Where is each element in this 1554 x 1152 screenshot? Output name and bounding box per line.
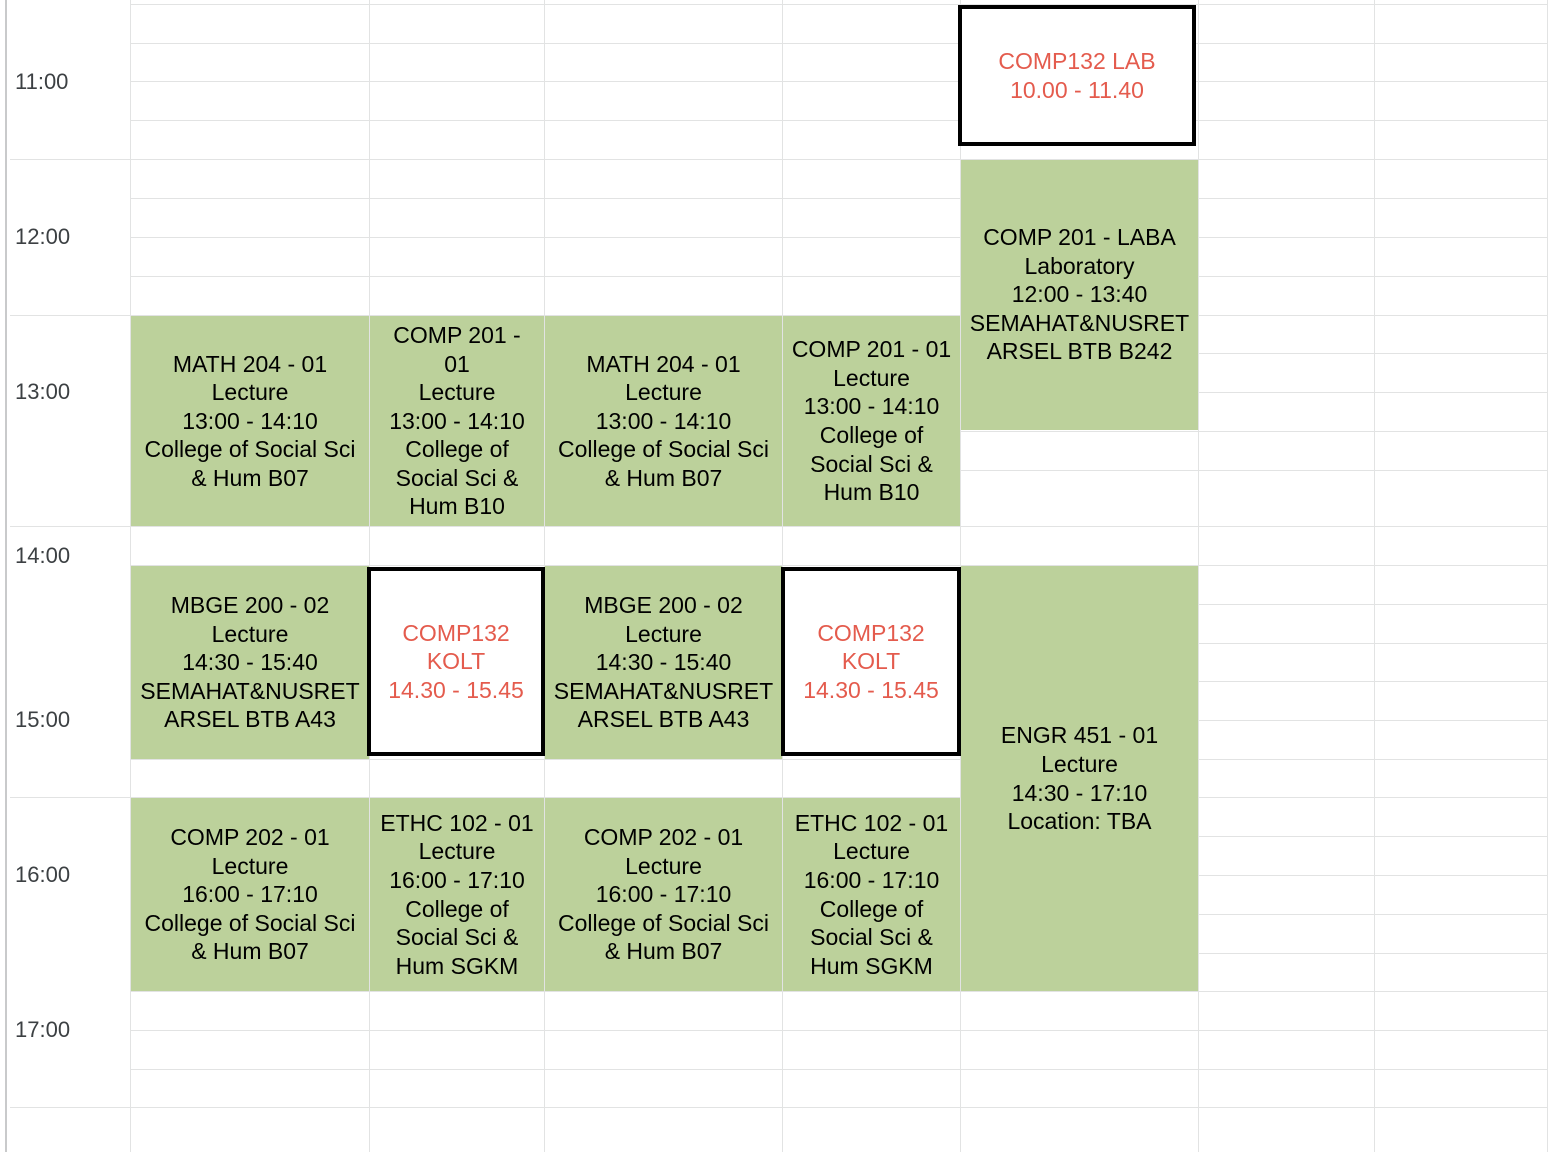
event-line: Lecture bbox=[418, 838, 496, 865]
event-line: Lecture bbox=[833, 838, 910, 865]
event-line: Lecture bbox=[418, 379, 496, 406]
time-label-16: 16:00 bbox=[15, 862, 71, 887]
event-line: Hum B10 bbox=[823, 479, 920, 506]
event-engr451-friday[interactable] bbox=[961, 566, 1198, 991]
event-line: ARSEL BTB B242 bbox=[986, 338, 1173, 365]
note-comp132-kolt-thursday[interactable] bbox=[781, 567, 961, 756]
event-text bbox=[783, 809, 960, 981]
gridline-quarter bbox=[130, 81, 1548, 82]
event-line: 16:00 - 17:10 bbox=[389, 866, 525, 893]
event-ethc102-tuesday[interactable] bbox=[370, 798, 544, 991]
event-ethc102-thursday[interactable] bbox=[783, 798, 960, 991]
time-label-17: 17:00 bbox=[15, 1017, 71, 1042]
event-line: College of Social Sci bbox=[558, 436, 769, 463]
grid-left-edge bbox=[5, 0, 7, 1152]
event-line: 13:00 - 14:10 bbox=[595, 407, 732, 434]
note-text bbox=[371, 619, 541, 705]
event-line: & Hum B07 bbox=[604, 464, 723, 491]
event-text bbox=[370, 809, 544, 981]
note-line: 10.00 - 11.40 bbox=[1010, 76, 1144, 103]
event-text bbox=[545, 350, 782, 493]
note-line: COMP132 LAB bbox=[998, 47, 1156, 74]
event-line: College of bbox=[819, 895, 924, 922]
event-line: & Hum B07 bbox=[191, 464, 309, 491]
gridline-quarter bbox=[130, 198, 1548, 199]
event-comp201-thursday[interactable] bbox=[783, 316, 960, 526]
event-text bbox=[961, 721, 1198, 835]
gridline-quarter bbox=[130, 991, 1548, 992]
gridline-hour bbox=[10, 526, 1548, 527]
event-line: Lecture bbox=[833, 364, 910, 391]
note-text bbox=[962, 47, 1192, 104]
gridline-quarter bbox=[130, 759, 1548, 760]
note-comp132-kolt-tuesday[interactable] bbox=[367, 567, 545, 756]
time-label-13: 13:00 bbox=[15, 379, 71, 404]
event-line: 12:00 - 13:40 bbox=[1011, 281, 1148, 308]
event-line: ARSEL BTB A43 bbox=[577, 706, 750, 733]
event-line: MBGE 200 - 02 bbox=[584, 592, 743, 619]
event-line: ENGR 451 - 01 bbox=[1000, 722, 1159, 749]
event-line: College of bbox=[405, 436, 509, 463]
event-line: Laboratory bbox=[1024, 252, 1135, 279]
event-line: College of Social Sci bbox=[144, 909, 356, 936]
event-line: 14:30 - 15:40 bbox=[182, 649, 318, 676]
event-line: SEMAHAT&NUSRET bbox=[140, 677, 360, 704]
event-line: Hum SGKM bbox=[395, 952, 519, 979]
gridline-quarter bbox=[130, 1030, 1548, 1031]
event-line: Social Sci & bbox=[395, 464, 519, 491]
event-text bbox=[131, 823, 369, 966]
event-line: 13:00 - 14:10 bbox=[182, 407, 318, 434]
time-label-14: 14:00 bbox=[15, 543, 71, 568]
gridline-quarter bbox=[130, 276, 1548, 277]
event-line: Lecture bbox=[211, 379, 289, 406]
event-line: ETHC 102 - 01 bbox=[794, 809, 949, 836]
event-line: MATH 204 - 01 bbox=[172, 350, 328, 377]
event-comp201-laba[interactable] bbox=[961, 160, 1198, 430]
event-line: 13:00 - 14:10 bbox=[389, 407, 525, 434]
time-label-11: 11:00 bbox=[15, 69, 69, 94]
event-line: MATH 204 - 01 bbox=[586, 350, 741, 377]
event-line: Lecture bbox=[1041, 750, 1118, 777]
event-line: 13:00 - 14:10 bbox=[803, 393, 940, 420]
event-line: Lecture bbox=[625, 852, 702, 879]
event-text bbox=[131, 591, 369, 734]
event-line: SEMAHAT&NUSRET bbox=[553, 677, 774, 704]
event-line: COMP 202 - 01 bbox=[583, 824, 744, 851]
gridline-hour bbox=[10, 159, 1548, 160]
event-line: Hum B10 bbox=[409, 493, 505, 520]
note-comp132-lab[interactable] bbox=[958, 5, 1196, 146]
event-line: ETHC 102 - 01 bbox=[380, 809, 534, 836]
note-line: 14.30 - 15.45 bbox=[388, 676, 524, 703]
event-line: College of Social Sci bbox=[558, 909, 769, 936]
event-text bbox=[545, 591, 782, 734]
event-line: COMP 201 - bbox=[393, 321, 521, 348]
event-line: 14:30 - 17:10 bbox=[1011, 779, 1148, 806]
event-line: SEMAHAT&NUSRET bbox=[969, 309, 1190, 336]
event-line: College of bbox=[405, 895, 509, 922]
event-line: 16:00 - 17:10 bbox=[595, 881, 732, 908]
gridline-vertical bbox=[1198, 0, 1199, 1152]
event-line: ARSEL BTB A43 bbox=[164, 706, 336, 733]
event-line: & Hum B07 bbox=[604, 938, 723, 965]
event-line: Social Sci & bbox=[810, 924, 933, 951]
event-line: 14:30 - 15:40 bbox=[595, 649, 732, 676]
event-line: College of Social Sci bbox=[144, 436, 356, 463]
event-comp202-monday[interactable] bbox=[131, 798, 369, 991]
time-label-12: 12:00 bbox=[15, 224, 71, 249]
gridline-quarter bbox=[130, 43, 1548, 44]
event-line: Hum SGKM bbox=[810, 952, 933, 979]
event-line: Location: TBA bbox=[1007, 808, 1152, 835]
event-line: COMP 202 - 01 bbox=[170, 824, 330, 851]
event-line: Lecture bbox=[625, 620, 702, 647]
event-text bbox=[370, 321, 544, 521]
note-line: KOLT bbox=[426, 648, 486, 675]
event-text bbox=[545, 823, 782, 966]
event-mbge200-monday[interactable] bbox=[131, 566, 369, 759]
event-text bbox=[131, 350, 369, 493]
note-text bbox=[785, 619, 957, 705]
event-line: Social Sci & bbox=[810, 450, 933, 477]
event-text bbox=[961, 223, 1198, 366]
event-line: COMP 201 - 01 bbox=[791, 336, 952, 363]
note-line: COMP132 bbox=[402, 619, 510, 646]
event-math204-monday[interactable] bbox=[131, 316, 369, 526]
event-line: COMP 201 - LABA bbox=[983, 224, 1176, 250]
event-line: Lecture bbox=[211, 620, 289, 647]
event-line: College of bbox=[819, 422, 924, 448]
event-line: 16:00 - 17:10 bbox=[182, 881, 318, 908]
gridline-quarter bbox=[130, 4, 1548, 5]
event-comp202-wednesday[interactable] bbox=[545, 798, 782, 991]
event-text bbox=[783, 335, 960, 507]
gridline-hour bbox=[10, 1107, 1548, 1108]
gridline-vertical bbox=[1374, 0, 1375, 1152]
event-line: 16:00 - 17:10 bbox=[803, 866, 940, 893]
gridline-quarter bbox=[130, 1069, 1548, 1070]
gridline-vertical bbox=[1547, 0, 1548, 1152]
event-line: Social Sci & bbox=[395, 924, 519, 951]
event-math204-wednesday[interactable] bbox=[545, 316, 782, 526]
event-line: Lecture bbox=[211, 852, 289, 879]
event-line: Lecture bbox=[625, 379, 702, 406]
note-line: COMP132 bbox=[817, 619, 925, 646]
event-line: MBGE 200 - 02 bbox=[170, 592, 330, 619]
event-mbge200-wednesday[interactable] bbox=[545, 566, 782, 759]
gridline-quarter bbox=[130, 237, 1548, 238]
note-line: KOLT bbox=[841, 648, 901, 675]
event-line: 01 bbox=[444, 350, 470, 377]
event-line: & Hum B07 bbox=[191, 938, 309, 965]
note-line: 14.30 - 15.45 bbox=[803, 676, 939, 703]
time-label-15: 15:00 bbox=[15, 707, 71, 732]
gridline-quarter bbox=[130, 120, 1548, 121]
event-comp201-tuesday[interactable] bbox=[370, 316, 544, 526]
